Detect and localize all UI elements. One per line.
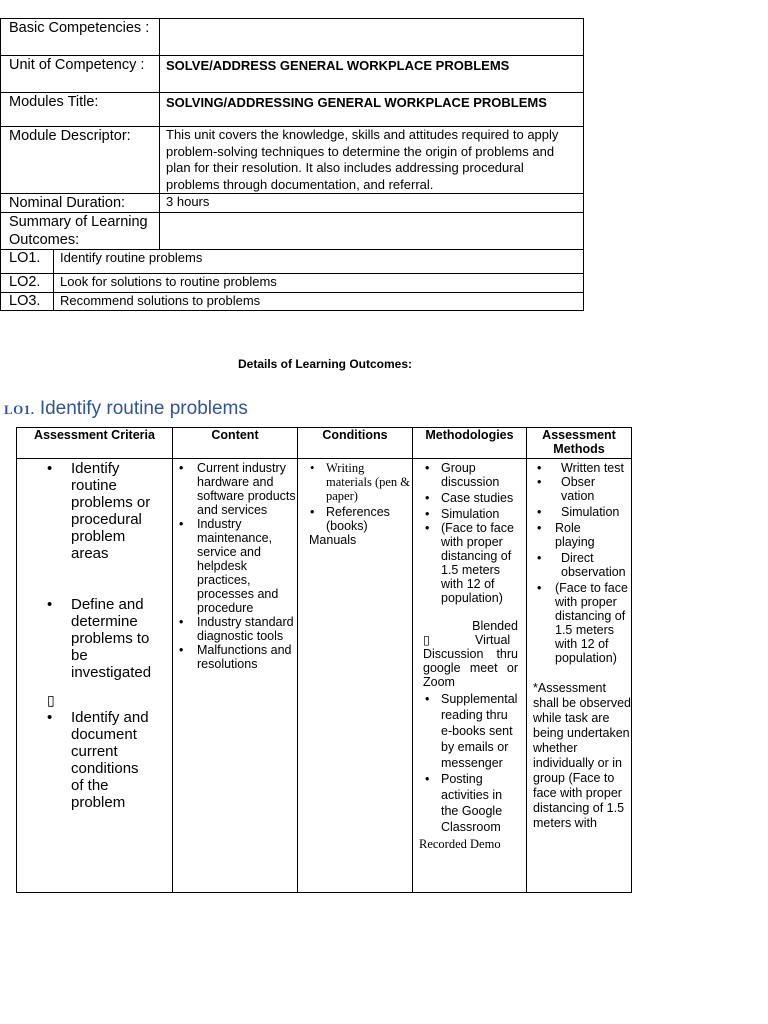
condition-extra: Manuals [309,533,357,547]
summary-outcomes-value [160,213,584,250]
condition-item: • Writing materials (pen & paper) [298,461,412,503]
unit-of-competency-value: SOLVE/ADDRESS GENERAL WORKPLACE PROBLEMS [160,56,584,93]
header-conditions: Conditions [298,428,413,459]
criteria-item: • Define and determine problems to be investigated [17,596,172,681]
learning-outcome-details-table [16,427,632,893]
virtual-discussion [413,633,526,689]
content-item: • Malfunctions and resolutions [173,643,297,671]
nominal-duration-value: 3 hours [160,194,584,213]
outcome-row [1,250,584,274]
virtual-discussion-text: Virtual Discussion thru google meet or Zoom [423,633,518,689]
condition-item: • References (books) [298,505,412,533]
methodologies-cell [413,459,527,893]
header-content: Content [173,428,298,459]
unit-of-competency-label: Unit of Competency : [1,56,160,93]
methodology-item: • Case studies [413,491,526,505]
content-cell [173,459,298,893]
module-descriptor-label: Module Descriptor: [1,127,160,194]
recorded-demo: Recorded Demo [419,837,501,851]
basic-competencies-label: Basic Competencies : [1,19,160,56]
basic-competencies-value [160,19,584,56]
assessment-method-item: • Direct observation [527,551,631,579]
assessment-method-item: • Role playing [527,521,631,549]
criteria-item: • Identify routine problems or procedural problem areas [17,460,172,562]
header-assessment-criteria: Assessment Criteria [17,428,173,459]
assessment-method-item: • Observation [527,475,631,503]
placeholder-glyph-icon: ▯ [423,633,430,647]
blended-label: Blended [472,619,518,633]
details-heading: Details of Learning Outcomes: [237,357,413,371]
assessment-criteria-cell [17,459,173,893]
outcome-text: Look for solutions to routine problems [54,274,584,293]
outcome-row [1,274,584,293]
content-item: • Industry standard diagnostic tools [173,615,297,643]
content-item: • Industry maintenance, service and helpdesk practices, processes and procedure [173,517,297,615]
conditions-cell [298,459,413,893]
assessment-method-item: • (Face to face with proper distancing of 1.5 meters with 12 of population) [527,581,631,665]
modules-title-label: Modules Title: [1,93,160,127]
methodology-item: • (Face to face with proper distancing of 1.5 meters with 12 of population) [413,521,526,605]
lo1-title: Identify routine problems [39,398,248,419]
criteria-item: • Identify and document current conditions of the problem [17,709,172,811]
assessment-methods-cell [527,459,632,893]
module-descriptor-value: This unit covers the knowledge, skills and attitudes required to apply problem-solving techniques to determine the origin of problems and plan for their resolution. It also includes addressing procedural problems through documentation, and referral. [160,127,584,194]
competency-summary-table [0,18,584,311]
nominal-duration-label: Nominal Duration: [1,194,160,213]
methodology-item: • Posting activities in the Google Classroom [413,771,526,835]
header-assessment-methods: Assessment Methods [527,428,632,459]
content-item: • Current industry hardware and software products and services [173,461,297,517]
outcome-number: LO3. [1,293,54,311]
lo1-heading [4,398,248,420]
header-methodologies: Methodologies [413,428,527,459]
placeholder-glyph-icon: ▯ [47,692,55,708]
outcome-number: LO1. [1,250,54,274]
lo1-tag: LO1. [4,402,35,417]
outcome-text: Identify routine problems [54,250,584,274]
outcome-row [1,293,584,311]
assessment-method-item: • Simulation [527,505,631,519]
methodology-item: • Supplemental reading thru e-books sent by emails or messenger [413,691,526,771]
modules-title-value: SOLVING/ADDRESSING GENERAL WORKPLACE PROBLEMS [160,93,584,127]
methodology-item: • Simulation [413,507,526,521]
assessment-note: *Assessment shall be observed while task are being undertaken whether individually or in group (Face to face with proper distancing of 1.5 meters with [533,681,631,830]
methodology-item: • Group discussion [413,461,526,489]
outcome-number: LO2. [1,274,54,293]
summary-outcomes-label: Summary of Learning Outcomes: [1,213,160,250]
assessment-method-item: • Written test [527,461,631,475]
outcome-text: Recommend solutions to problems [54,293,584,311]
